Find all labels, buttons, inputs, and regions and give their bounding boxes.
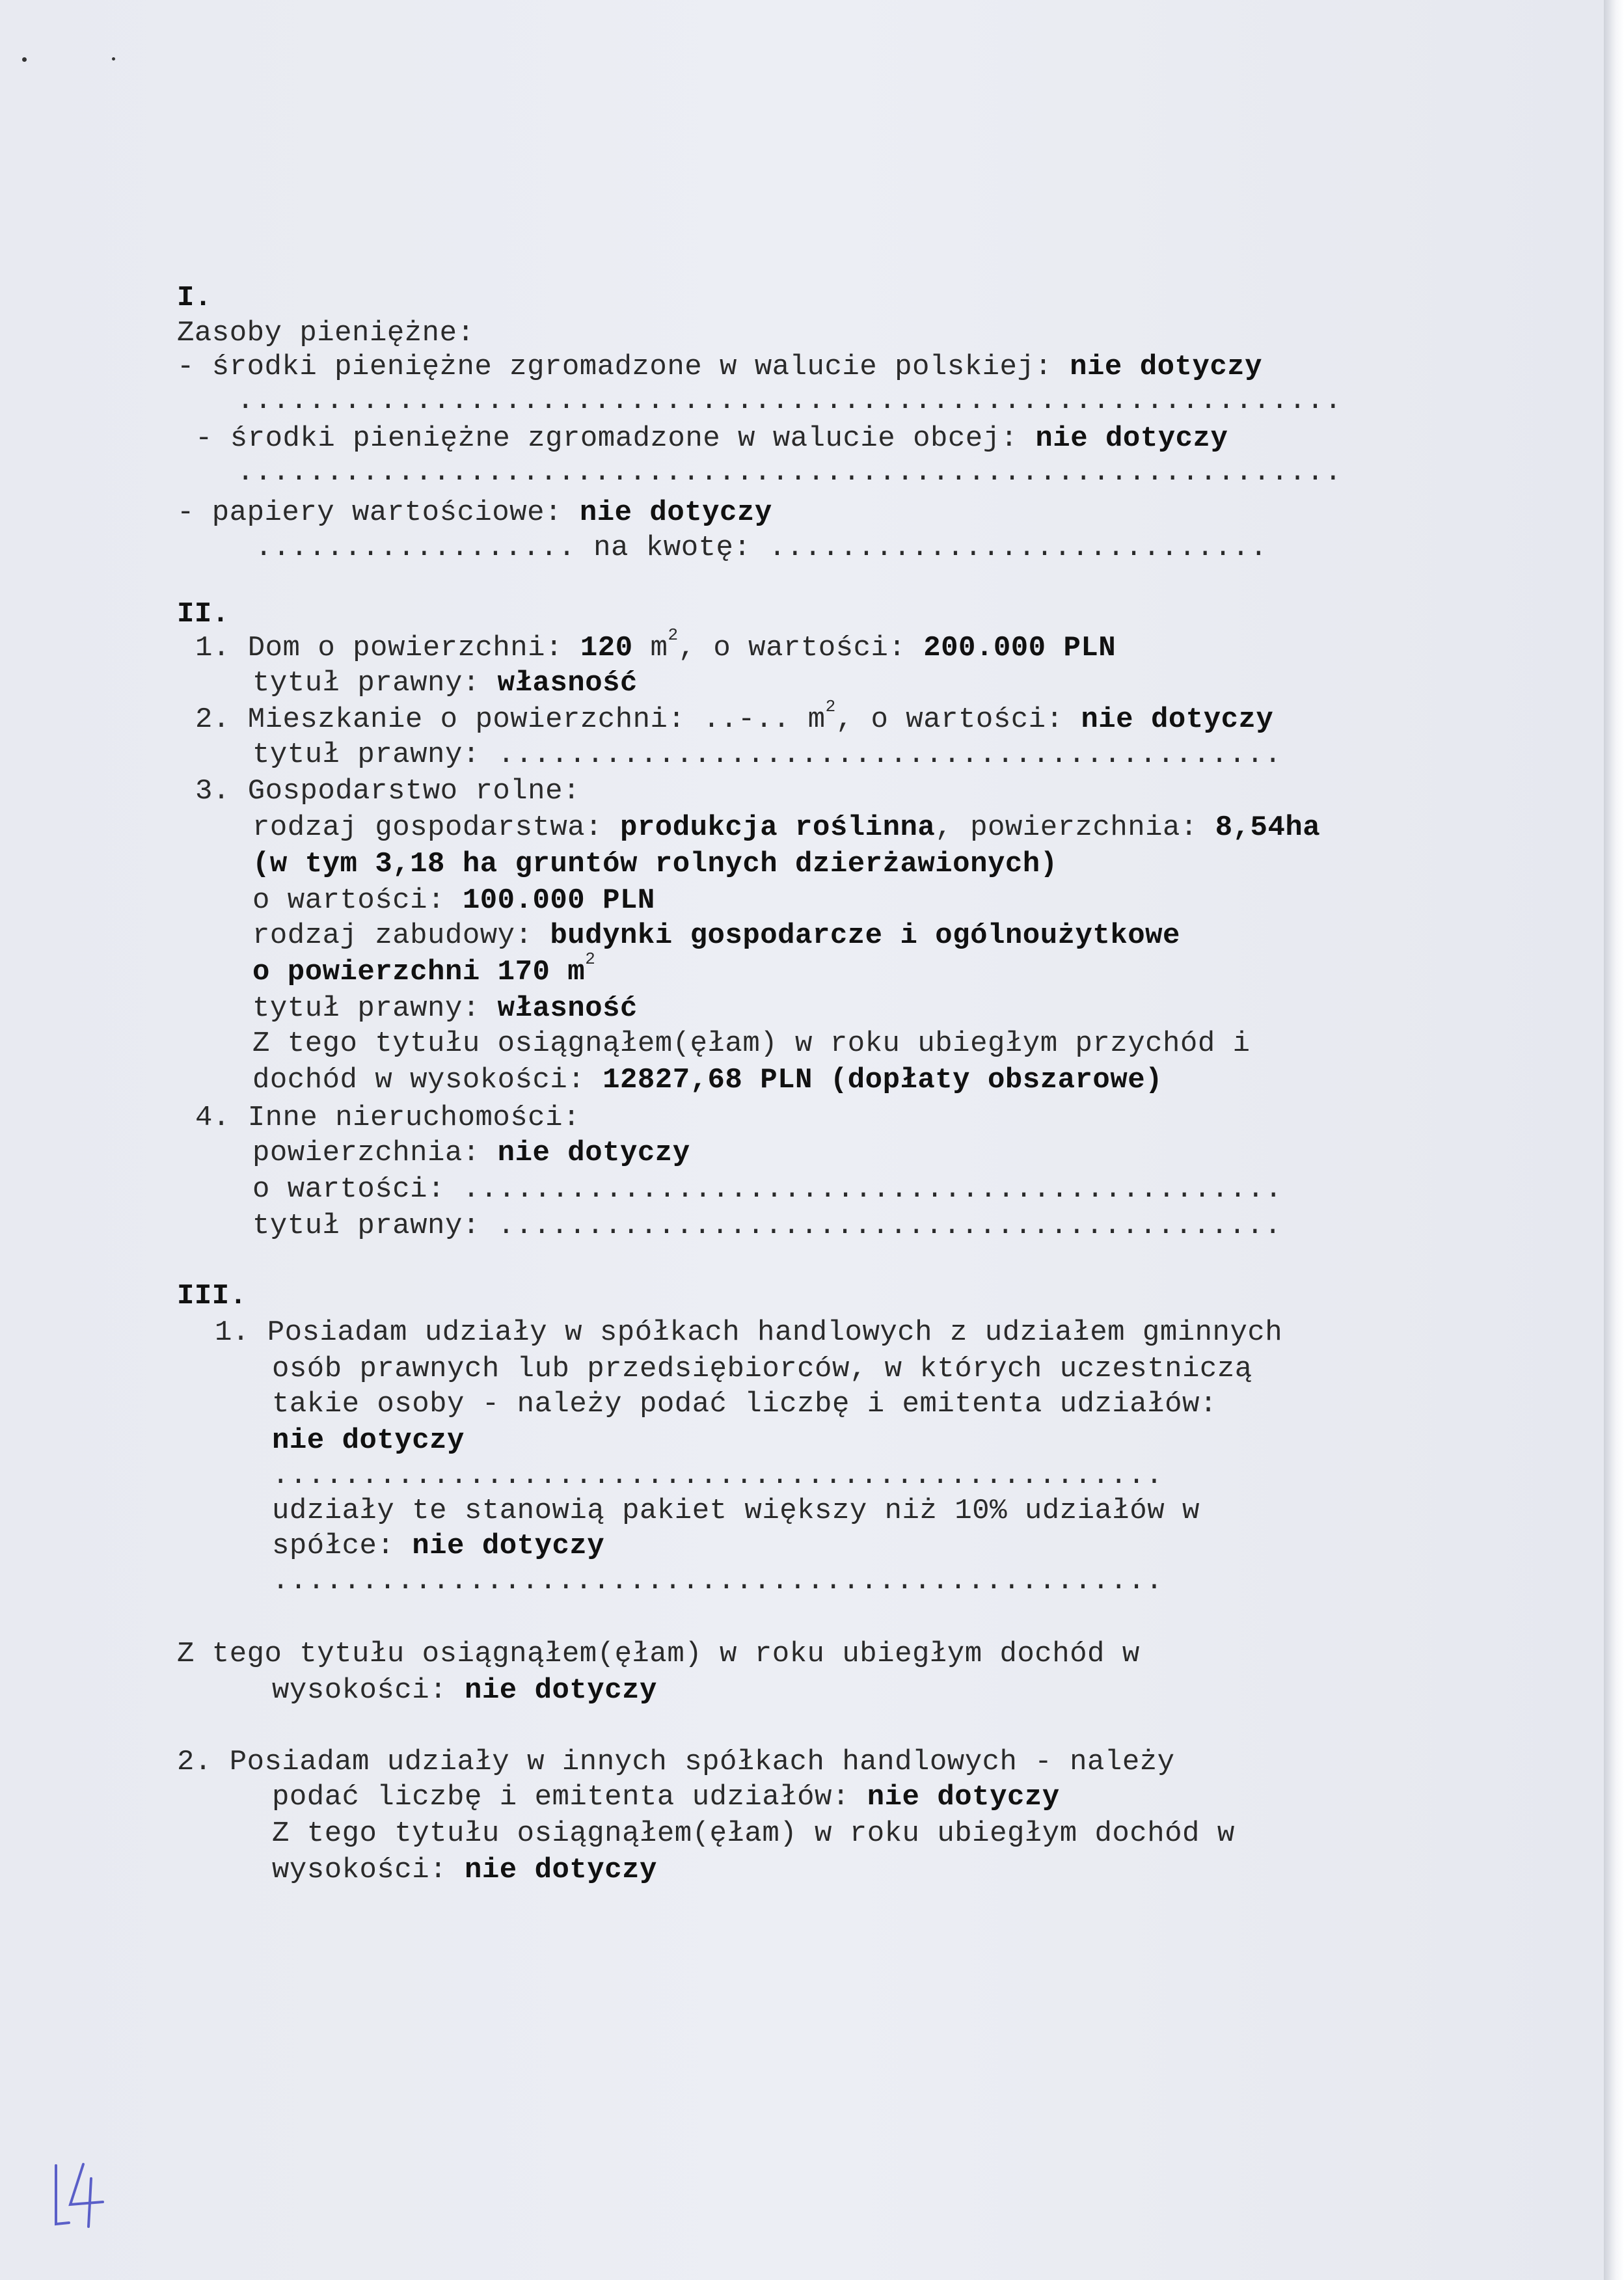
farm-heading: 3. Gospodarstwo rolne:: [195, 775, 580, 808]
farm-title-label: tytuł prawny:: [252, 992, 498, 1025]
house-value-label: , o wartości:: [678, 632, 924, 664]
farm-income-line: Z tego tytułu osiągnąłem(ęłam) w roku ubiegłym przychód i: [252, 1027, 1251, 1060]
farm-area-value: 8,54ha: [1215, 811, 1321, 844]
shares-income-label: wysokości:: [272, 1674, 465, 1707]
other-shares-line: 2. Posiadam udziały w innych spółkach handlowych - należy: [177, 1746, 1175, 1778]
farm-area-note: [252, 847, 1058, 882]
flat-unit: m: [790, 703, 826, 736]
other-shares-income-label: wysokości:: [272, 1854, 465, 1886]
farm-area-label: , powierzchnia:: [935, 811, 1215, 844]
shares-value-row: [272, 1423, 465, 1458]
scan-speck: [112, 57, 115, 61]
securities-amount-row: [255, 530, 1268, 565]
house-title-row: [252, 666, 638, 701]
flat-prefix: 2. Mieszkanie o powierzchni:: [195, 703, 703, 736]
dotted-line: ............................................: [497, 1210, 1282, 1242]
other-area-row: [252, 1135, 690, 1171]
other-property-heading: 4. Inne nieruchomości:: [195, 1102, 580, 1134]
shares-packet-label: spółce:: [272, 1530, 413, 1562]
section-1-heading: I.: [177, 282, 212, 314]
shares-income-line: Z tego tytułu osiągnąłem(ęłam) w roku ubiegłym dochód w: [177, 1638, 1140, 1670]
section-2-heading: II.: [177, 598, 230, 631]
dotted-line: ............................: [768, 532, 1268, 564]
shares-income-row: [272, 1673, 657, 1708]
other-title-row: [252, 1208, 1282, 1243]
cash-foreign-label: - środki pieniężne zgromadzone w walucie obcej:: [195, 422, 1036, 455]
section-3-heading: III.: [177, 1280, 247, 1312]
securities-value: nie dotyczy: [579, 496, 772, 529]
handwritten-page-number-mark: [51, 2159, 109, 2231]
securities-amount-label: na kwotę:: [576, 532, 769, 564]
other-value-label: o wartości:: [252, 1173, 463, 1206]
shares-line: takie osoby - należy podać liczbę i emitenta udziałów:: [272, 1388, 1217, 1420]
farm-buildings-area-exp: 2: [585, 949, 596, 969]
shares-packet-value: nie dotyczy: [412, 1530, 605, 1562]
farm-buildings-area-row: [252, 949, 596, 990]
house-title-value: własność: [497, 667, 638, 699]
house-prefix: 1. Dom o powierzchni:: [195, 632, 580, 664]
other-area-value: nie dotyczy: [497, 1137, 690, 1169]
farm-buildings-row: [252, 918, 1180, 953]
dotted-line: ..............................................................: [237, 385, 1343, 417]
flat-value: nie dotyczy: [1081, 703, 1274, 736]
farm-buildings-area: o powierzchni 170 m: [252, 956, 586, 988]
farm-value-label: o wartości:: [252, 884, 463, 917]
cash-pln-label: - środki pieniężne zgromadzone w walucie polskiej:: [177, 351, 1070, 383]
other-value-row: [252, 1172, 1282, 1207]
shares-packet-row: [272, 1528, 604, 1564]
shares-line: 1. Posiadam udziały w spółkach handlowych z udziałem gminnych: [215, 1316, 1283, 1349]
other-shares-value: nie dotyczy: [867, 1781, 1060, 1813]
other-shares-label: podać liczbę i emitenta udziałów:: [272, 1781, 867, 1813]
farm-title-value: własność: [497, 992, 638, 1025]
dotted-line: ..............................................................: [237, 456, 1343, 489]
flat-title-label: tytuł prawny:: [252, 739, 498, 771]
other-area-label: powierzchnia:: [252, 1137, 498, 1169]
dotted-line: ..............................................: [462, 1173, 1283, 1206]
shares-income-value: nie dotyczy: [464, 1674, 657, 1707]
farm-value-row: [252, 883, 655, 918]
farm-type-row: [252, 810, 1320, 845]
farm-value: 100.000 PLN: [462, 884, 655, 917]
dotted-line: ............................................: [497, 739, 1282, 771]
cash-pln-row: [177, 349, 1262, 385]
other-shares-income-line: Z tego tytułu osiągnąłem(ęłam) w roku ubiegłym dochód w: [272, 1817, 1235, 1850]
page-edge: [1604, 0, 1624, 2280]
farm-type-value: produkcja roślinna: [620, 811, 936, 844]
farm-title-row: [252, 991, 638, 1026]
other-title-label: tytuł prawny:: [252, 1210, 498, 1242]
farm-buildings-value: budynki gospodarcze i ogólnoużytkowe: [550, 919, 1180, 952]
securities-row: [177, 495, 772, 530]
house-row: [195, 625, 1116, 666]
house-value: 200.000 PLN: [923, 632, 1116, 664]
scan-speck: [22, 57, 27, 62]
flat-value-label: , o wartości:: [835, 703, 1081, 736]
cash-pln-value: nie dotyczy: [1070, 351, 1263, 383]
shares-value: nie dotyczy: [272, 1424, 465, 1457]
flat-unit-exp: 2: [825, 697, 836, 716]
securities-label: - papiery wartościowe:: [177, 496, 580, 529]
cash-foreign-row: [195, 421, 1228, 456]
section-1-title: Zasoby pieniężne:: [177, 317, 475, 349]
farm-income-label: dochód w wysokości:: [252, 1064, 603, 1096]
dotted-line: ..................................................: [272, 1459, 1164, 1492]
house-area: 120: [580, 632, 633, 664]
other-shares-income-value: nie dotyczy: [464, 1854, 657, 1886]
house-unit: m: [650, 632, 668, 664]
shares-packet-line: udziały te stanowią pakiet większy niż 10% udziałów w: [272, 1495, 1200, 1527]
farm-income-row: [252, 1063, 1163, 1098]
cash-foreign-value: nie dotyczy: [1035, 422, 1228, 455]
dotted-line: ..................................................: [272, 1565, 1164, 1597]
house-title-label: tytuł prawny:: [252, 667, 498, 699]
dotted-line: ..................: [255, 532, 576, 564]
farm-area-note-text: (w tym 3,18 ha gruntów rolnych dzierżawionych): [252, 848, 1058, 880]
flat-row: [195, 697, 1274, 737]
shares-line: osób prawnych lub przedsiębiorców, w których uczestniczą: [272, 1353, 1252, 1385]
house-unit-exp: 2: [668, 625, 679, 645]
farm-type-label: rodzaj gospodarstwa:: [252, 811, 620, 844]
farm-buildings-label: rodzaj zabudowy:: [252, 919, 550, 952]
flat-area: ..-..: [703, 703, 791, 736]
flat-title-row: [252, 737, 1282, 772]
other-shares-row: [272, 1780, 1060, 1815]
farm-income-value: 12827,68 PLN (dopłaty obszarowe): [602, 1064, 1163, 1096]
other-shares-income-row: [272, 1853, 657, 1888]
